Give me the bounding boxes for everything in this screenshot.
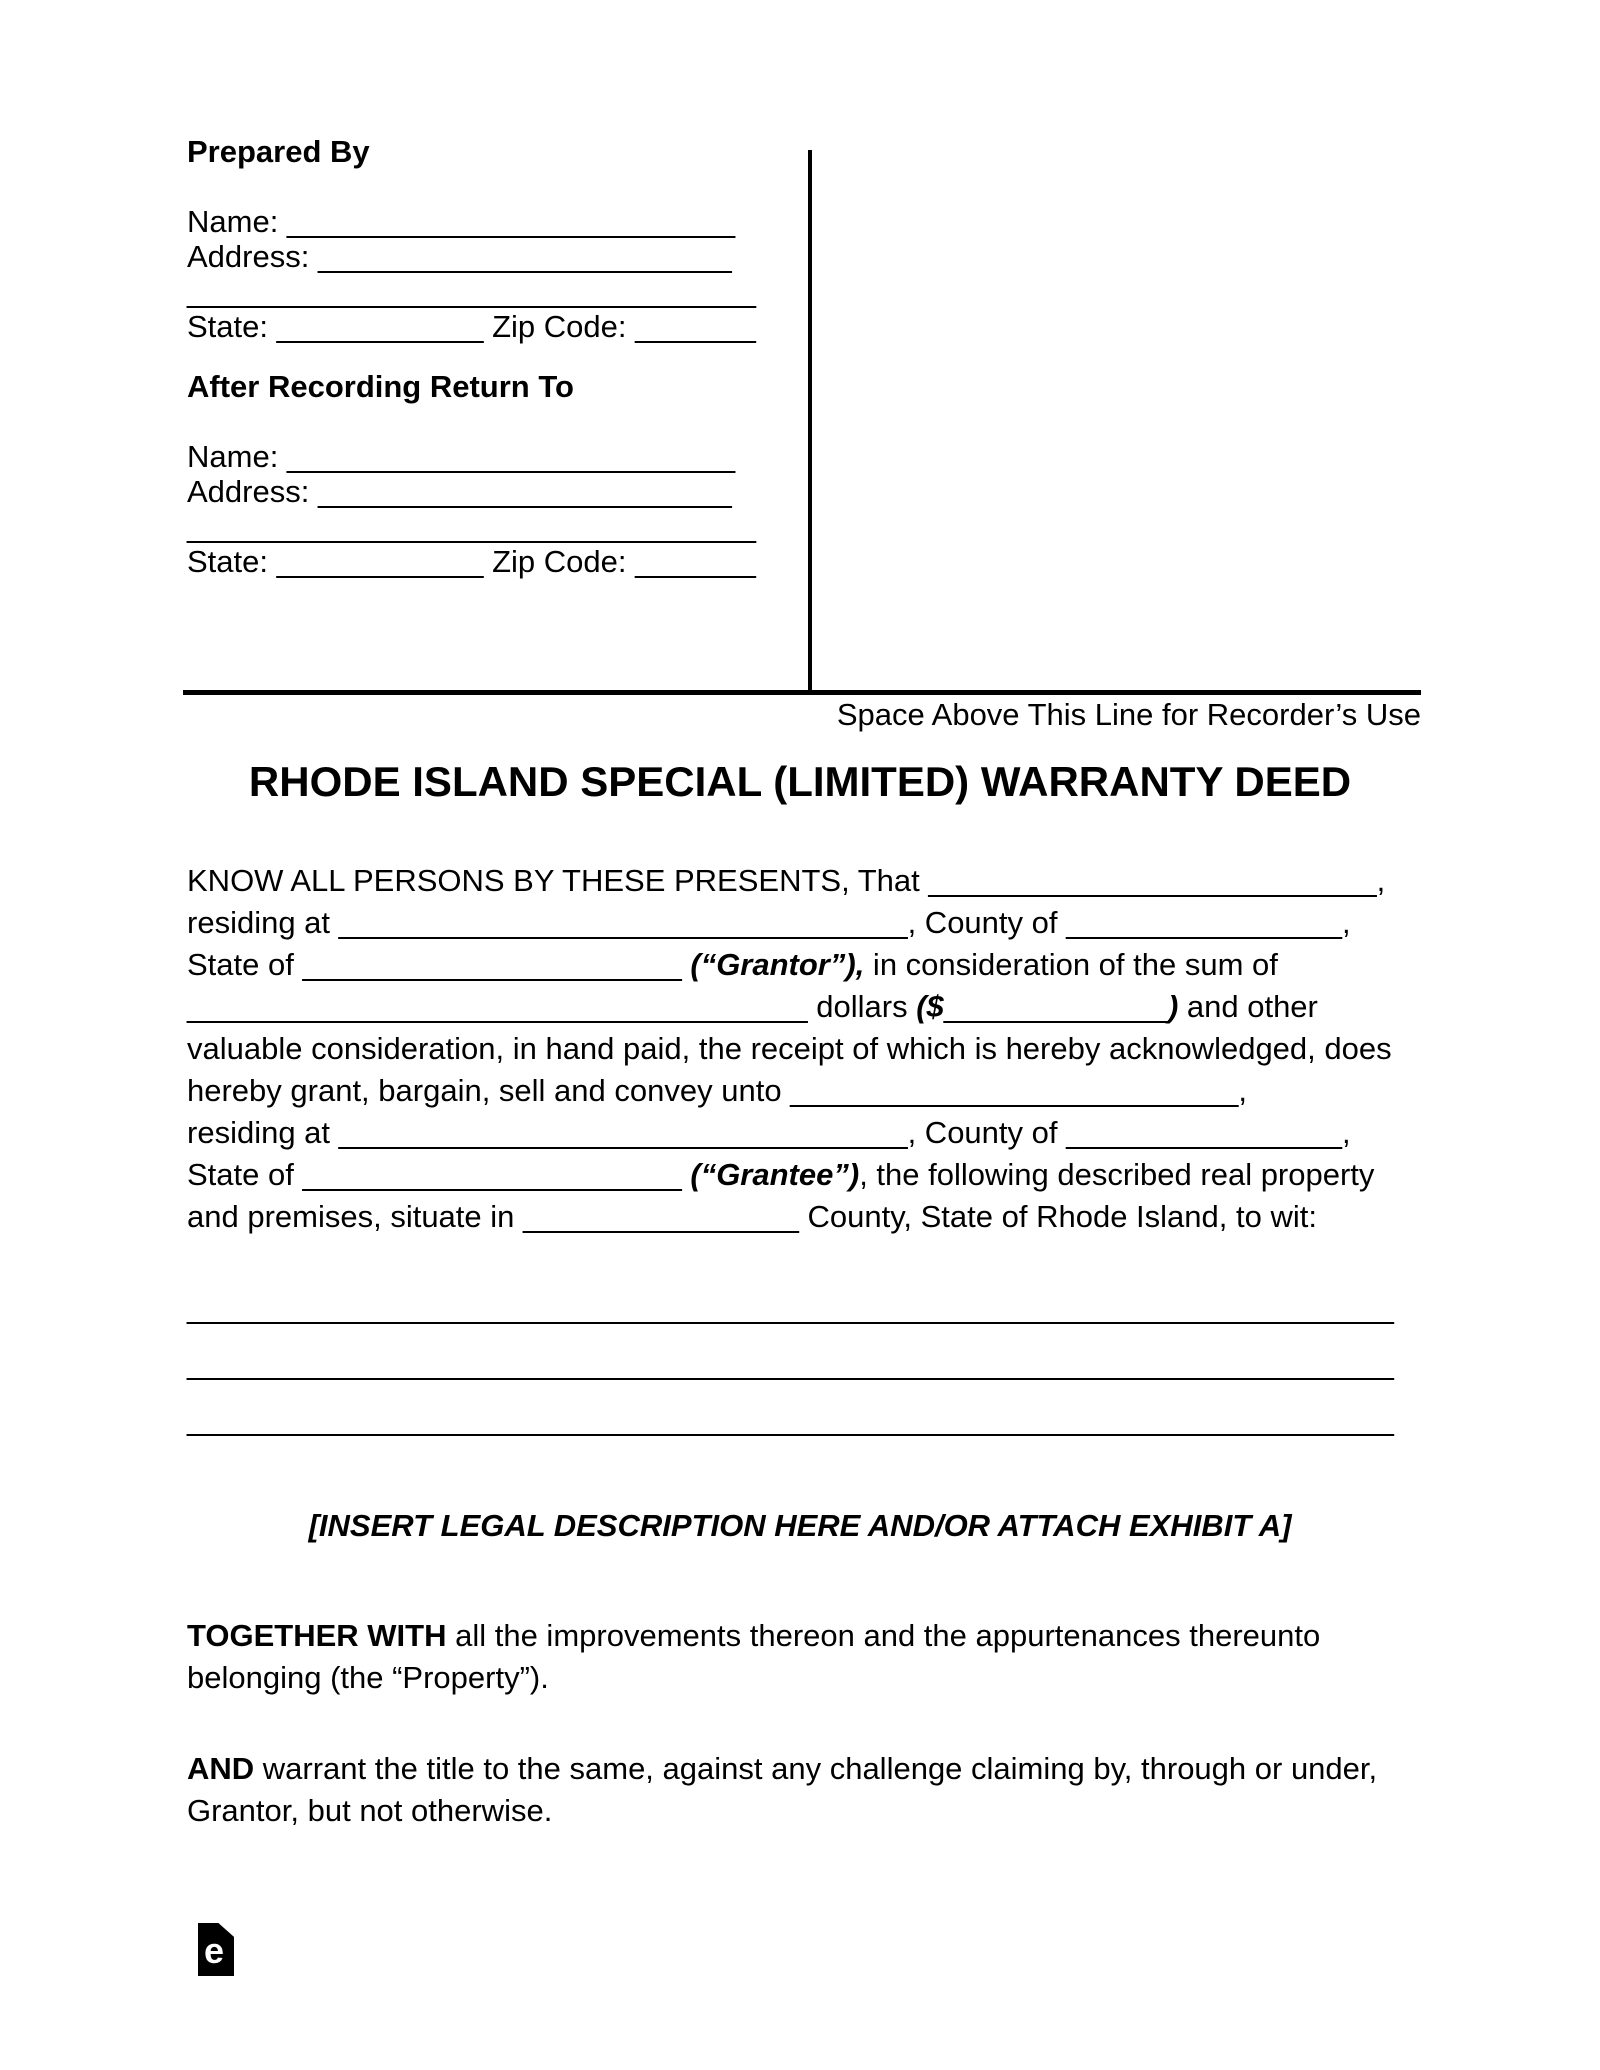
text-segment: hereby grant, bargain, sell and convey unto __________________________, — [187, 1073, 1248, 1108]
prepared-by-heading: Prepared By — [187, 134, 370, 169]
text-segment: Grantor, but not otherwise. — [187, 1793, 553, 1828]
text-segment: (“Grantor”), — [690, 947, 865, 982]
deed-paragraph-line — [187, 986, 1447, 1028]
legal-description-blank-line: ______________________________________________________________________ — [187, 1402, 1394, 1437]
prepared-by-line: Name: __________________________ — [187, 204, 736, 239]
deed-paragraph-line — [187, 1112, 1447, 1154]
prepared-by-line: State: ____________ Zip Code: _______ — [187, 309, 756, 344]
legal-description-blank-line: ______________________________________________________________________ — [187, 1346, 1394, 1381]
text-segment: State of ______________________ — [187, 1157, 691, 1192]
text-segment: and other — [1178, 989, 1318, 1024]
text-segment: and premises, situate in ________________ County, State of Rhode Island, to wit: — [187, 1199, 1317, 1234]
logo-letter: e — [203, 1930, 225, 1971]
deed-paragraph-line — [187, 902, 1447, 944]
text-segment: ) — [1167, 989, 1179, 1024]
text-segment: residing at _________________________________, County of ________________, — [187, 1115, 1351, 1150]
text-segment: residing at _________________________________, County of ________________, — [187, 905, 1351, 940]
return-to-line: Address: ________________________ — [187, 474, 732, 509]
return-to-line: Name: __________________________ — [187, 439, 736, 474]
and-warrant-paragraph — [187, 1748, 1432, 1832]
return-to-line: _________________________________ — [187, 509, 756, 544]
prepared-by-lines — [187, 204, 756, 344]
text-segment: ____________________________________ dollars — [187, 989, 917, 1024]
deed-body — [187, 860, 1447, 1238]
recorder-divider-horizontal — [183, 690, 1421, 695]
deed-paragraph-line — [187, 1154, 1447, 1196]
text-segment: valuable consideration, in hand paid, the receipt of which is hereby acknowledged, does — [187, 1031, 1392, 1066]
text-segment: all the improvements thereon and the appurtenances thereunto — [446, 1618, 1321, 1653]
deed-paragraph-line — [187, 1028, 1447, 1070]
text-segment: AND — [187, 1751, 255, 1786]
return-to-block — [187, 369, 756, 579]
text-segment: (“Grantee”) — [690, 1157, 860, 1192]
legal-description-lines — [187, 1280, 1447, 1448]
legal-description-blank-line: ______________________________________________________________________ — [187, 1290, 1394, 1325]
text-segment: belonging (the “Property”). — [187, 1660, 549, 1695]
return-to-heading: After Recording Return To — [187, 369, 574, 404]
eforms-logo — [198, 1923, 234, 1976]
together-with-paragraph — [187, 1615, 1432, 1699]
text-segment: ($ — [916, 989, 944, 1024]
legal-description-placeholder: [INSERT LEGAL DESCRIPTION HERE AND/OR ATTACH EXHIBIT A] — [308, 1508, 1292, 1543]
return-to-line: State: ____________ Zip Code: _______ — [187, 544, 756, 579]
text-segment: State of ______________________ — [187, 947, 691, 982]
deed-paragraph-line — [187, 1196, 1447, 1238]
deed-paragraph-line — [187, 944, 1447, 986]
document-fold-icon — [198, 1923, 234, 1976]
prepared-by-line: Address: ________________________ — [187, 239, 732, 274]
text-segment: in consideration of the sum of — [864, 947, 1278, 982]
document-title: RHODE ISLAND SPECIAL (LIMITED) WARRANTY DEED — [248, 758, 1352, 805]
text-segment: warrant the title to the same, against any challenge claiming by, through or under, — [254, 1751, 1378, 1786]
text-segment: KNOW ALL PERSONS BY THESE PRESENTS, That __________________________, — [187, 863, 1386, 898]
text-segment: , the following described real property — [859, 1157, 1375, 1192]
recorder-divider-vertical — [808, 150, 812, 691]
recorder-use-note: Space Above This Line for Recorder’s Use — [836, 697, 1421, 732]
deed-paragraph-line — [187, 860, 1447, 902]
text-segment: _____________ — [943, 989, 1168, 1024]
prepared-by-block — [187, 134, 756, 344]
text-segment: TOGETHER WITH — [187, 1618, 447, 1653]
return-to-lines — [187, 439, 756, 579]
deed-paragraph-line — [187, 1070, 1447, 1112]
prepared-by-line: _________________________________ — [187, 274, 756, 309]
